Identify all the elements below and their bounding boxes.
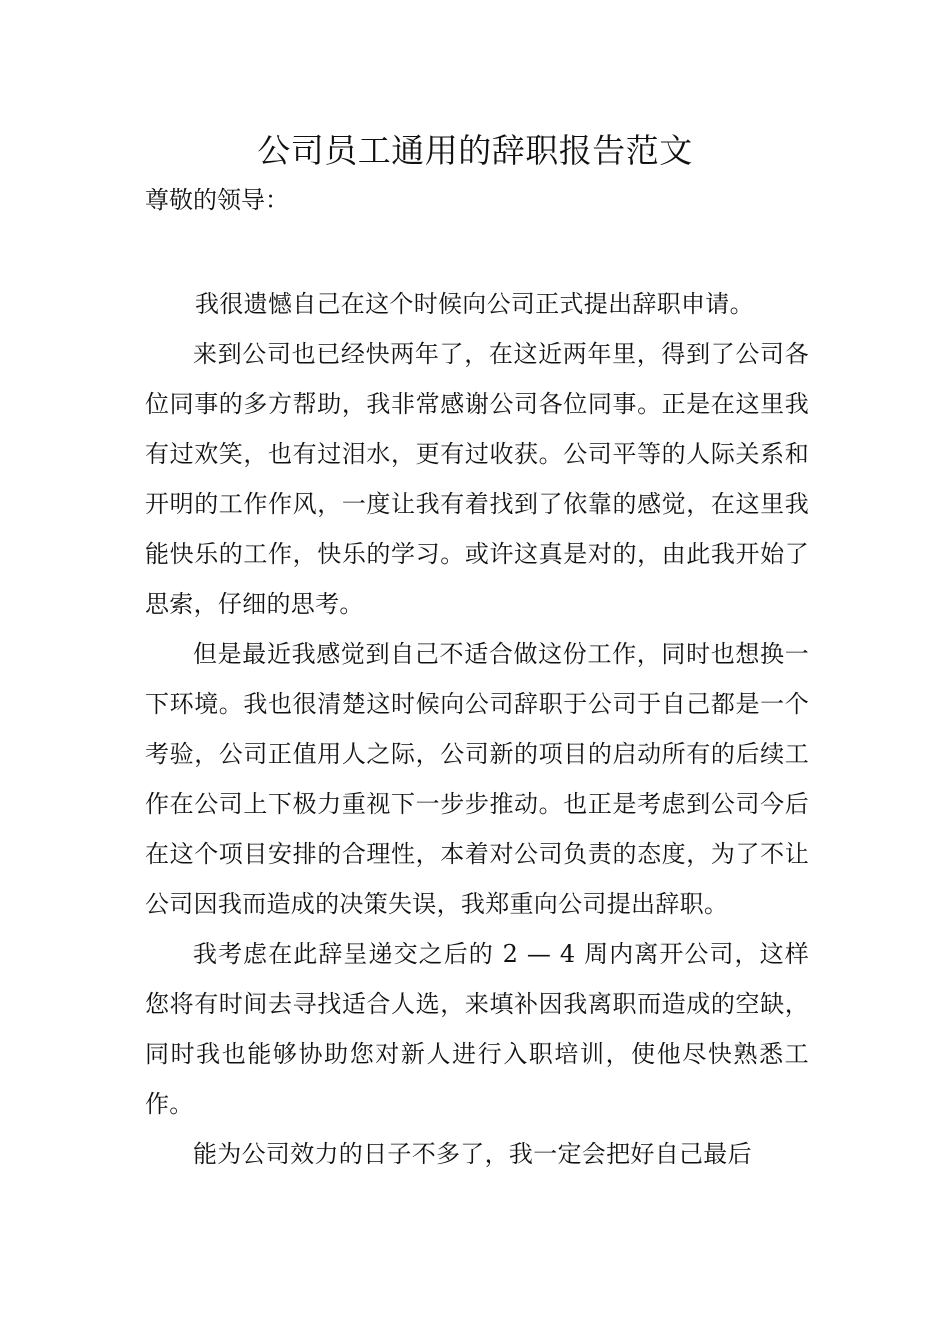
salutation: 尊敬的领导： [145, 186, 289, 214]
paragraph: 能为公司效力的日子不多了，我一定会把好自己最后 [193, 1140, 752, 1168]
paragraph: 但是最近我感觉到自己不适合做这份工作，同时也想换一下环境。我也很清楚这时候向公司辞职于公司于自己都是一个考验，公司正值用人之际，公司新的项目的启动所有的后续工作在公司上下极力重视下一步步推动。也正是考虑到公司今后在这个项目安排的合理性，本着对公司负责的态度，为了不让公司因我而造成的决策失误，我郑重向公司提出辞职。 [145, 640, 809, 918]
document-title: 公司员工通用的辞职报告范文 [257, 131, 693, 170]
paragraph: 我考虑在此辞呈递交之后的 2 — 4 周内离开公司，这样您将有时间去寻找适合人选，来填补因我离职而造成的空缺，同时我也能够协助您对新人进行入职培训，使他尽快熟悉工作。 [145, 940, 809, 1118]
document-body [145, 279, 809, 1179]
paragraph: 来到公司也已经快两年了，在这近两年里，得到了公司各位同事的多方帮助，我非常感谢公司各位同事。正是在这里我有过欢笑，也有过泪水，更有过收获。公司平等的人际关系和开明的工作作风，一度让我有着找到了依靠的感觉，在这里我能快乐的工作，快乐的学习。或许这真是对的，由此我开始了思索，仔细的思考。 [145, 340, 809, 618]
paragraph: 我很遗憾自己在这个时候向公司正式提出辞职申请。 [195, 290, 754, 318]
